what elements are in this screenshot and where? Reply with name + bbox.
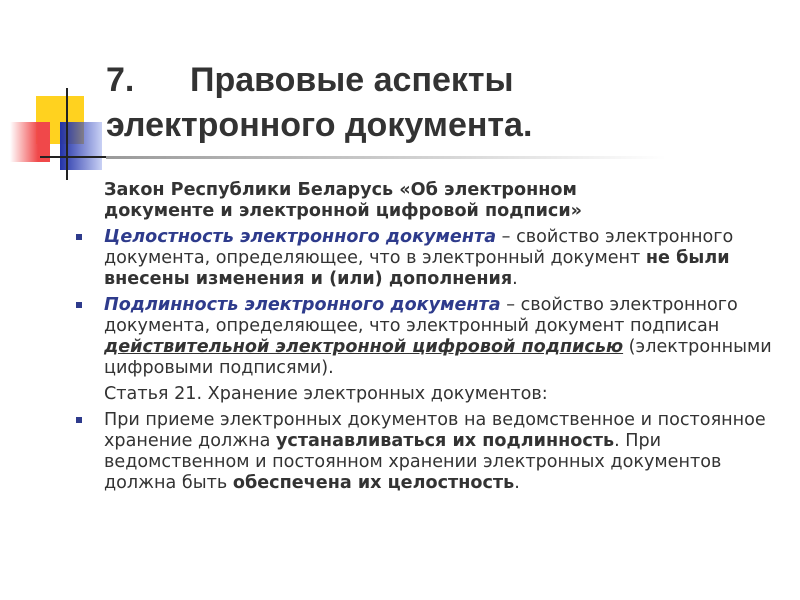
slide-number: 7. — [106, 61, 135, 99]
authenticity-end: (электронными цифровыми подписями). — [104, 337, 772, 378]
authenticity-text: – свойство электронного документа, определяющее, что электронный документ подписан — [104, 295, 738, 336]
integrity-bold: не были внесены изменения и (или) дополнения — [104, 248, 730, 289]
law-title — [104, 180, 780, 222]
authenticity-highlight: действительной электронной цифровой подписью — [104, 337, 624, 357]
bullet-square-icon — [76, 234, 82, 240]
bullet-authenticity — [104, 295, 780, 379]
integrity-end: . — [512, 269, 518, 289]
term-authenticity: Подлинность электронного документа — [104, 295, 501, 315]
title-underline — [106, 156, 666, 159]
storage-text-1: При приеме электронных документов на ведомственное и постоянное хранение должна — [104, 410, 766, 451]
article-heading: Статья 21. Хранение электронных документов: — [104, 384, 548, 404]
law-title-line-2: документе и электронной цифровой подписи» — [104, 201, 583, 221]
bullet-storage — [104, 410, 780, 494]
storage-text-2: . При ведомственном и постоянном хранении электронных документов должна быть — [104, 431, 722, 493]
decor-horizontal-line — [40, 156, 110, 158]
law-title-line-1: Закон Республики Беларусь «Об электронном — [104, 180, 577, 200]
title-line-2: электронного документа. — [106, 106, 533, 144]
storage-bold-1: устанавливаться их подлинность — [275, 431, 615, 451]
decor-vertical-line — [66, 88, 68, 180]
slide-title — [106, 58, 766, 148]
title-line-1: Правовые аспекты — [190, 61, 514, 99]
bullet-square-icon — [76, 302, 82, 308]
bullet-integrity — [104, 227, 780, 290]
term-integrity: Целостность электронного документа — [104, 227, 497, 247]
storage-bold-2: обеспечена их целостность — [232, 473, 515, 493]
integrity-text: – свойство электронного документа, определяющее, что в электронный документ — [104, 227, 734, 268]
bullet-square-icon — [76, 417, 82, 423]
storage-end: . — [514, 473, 520, 493]
slide-content — [104, 180, 780, 499]
